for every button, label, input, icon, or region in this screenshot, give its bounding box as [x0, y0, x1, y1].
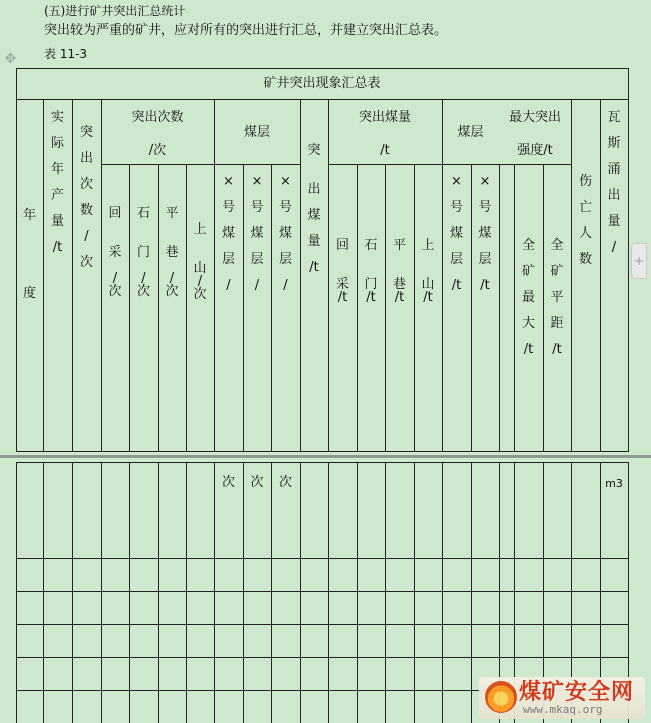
header-outburst-count: 突 出 次 数 / 次: [79, 125, 93, 270]
header-coal-huicai: 回 采 /t: [335, 238, 349, 305]
header-coal-pingxiang: 平 巷 /t: [392, 238, 406, 305]
header-seam-coal-2: × 号 煤 层 /t: [478, 174, 492, 293]
table-title: 矿井突出现象汇总表: [263, 76, 381, 91]
header-count-shangshan: 上 山 / 次: [193, 222, 207, 302]
expand-tab-icon[interactable]: +: [631, 243, 647, 279]
flame-logo-icon: [485, 681, 517, 713]
header-count-shimen: 石 门 / 次: [136, 206, 150, 299]
move-handle-icon[interactable]: ✥: [4, 51, 17, 67]
header-outburst-coal: 突 出 煤 量 /t: [307, 143, 321, 275]
header-count-group: 突出次数: [131, 110, 184, 125]
header-count-huicai: 回 采 / 次: [108, 206, 122, 299]
header-seam-group-2: 煤层: [457, 125, 484, 140]
header-max-avg: 全 矿 平 距 /t: [550, 238, 564, 357]
unit-gas-emission: m3: [605, 477, 623, 490]
header-seam-count-3: × 号 煤 层 /: [278, 174, 292, 293]
header-coal-shimen: 石 门 /t: [364, 238, 378, 305]
header-year: 年 度: [22, 208, 36, 301]
section-heading: (五)进行矿井突出汇总统计: [44, 4, 186, 18]
header-max-unit: 强度/t: [517, 143, 553, 158]
header-casualties: 伤 亡 人 数: [578, 174, 592, 267]
header-count-pingxiang: 平 巷 / 次: [165, 206, 179, 299]
header-max-group: 最大突出: [508, 110, 561, 125]
header-coal-shangshan: 上 山 /t: [421, 238, 435, 305]
header-coal-unit: /t: [380, 143, 390, 158]
unit-seam-count-1: 次: [221, 475, 235, 490]
header-coal-group: 突出煤量: [358, 110, 411, 125]
header-seam-group-1: 煤层: [243, 125, 270, 140]
header-seam-count-2: × 号 煤 层 /: [250, 174, 264, 293]
header-count-unit: /次: [148, 143, 167, 158]
header-seam-count-1: × 号 煤 层 /: [221, 174, 235, 293]
header-seam-coal-1: × 号 煤 层 /t: [449, 174, 463, 293]
table-number: 表 11-3: [44, 47, 88, 61]
page-break: [0, 455, 651, 458]
unit-seam-count-3: 次: [278, 475, 292, 490]
site-watermark-logo: [479, 677, 645, 719]
header-actual-output: 实 际 年 产 量 /t: [50, 110, 64, 255]
watermark-url: www.mkaq.org: [523, 703, 603, 716]
intro-paragraph: 突出较为严重的矿井，应对所有的突出进行汇总，并建立突出汇总表。: [44, 23, 448, 38]
watermark-name: 煤矿安全网: [519, 679, 635, 705]
header-max-mine: 全 矿 最 大 /t: [521, 238, 535, 357]
header-gas-emission: 瓦 斯 涌 出 量 /: [607, 110, 621, 255]
unit-seam-count-2: 次: [250, 475, 264, 490]
